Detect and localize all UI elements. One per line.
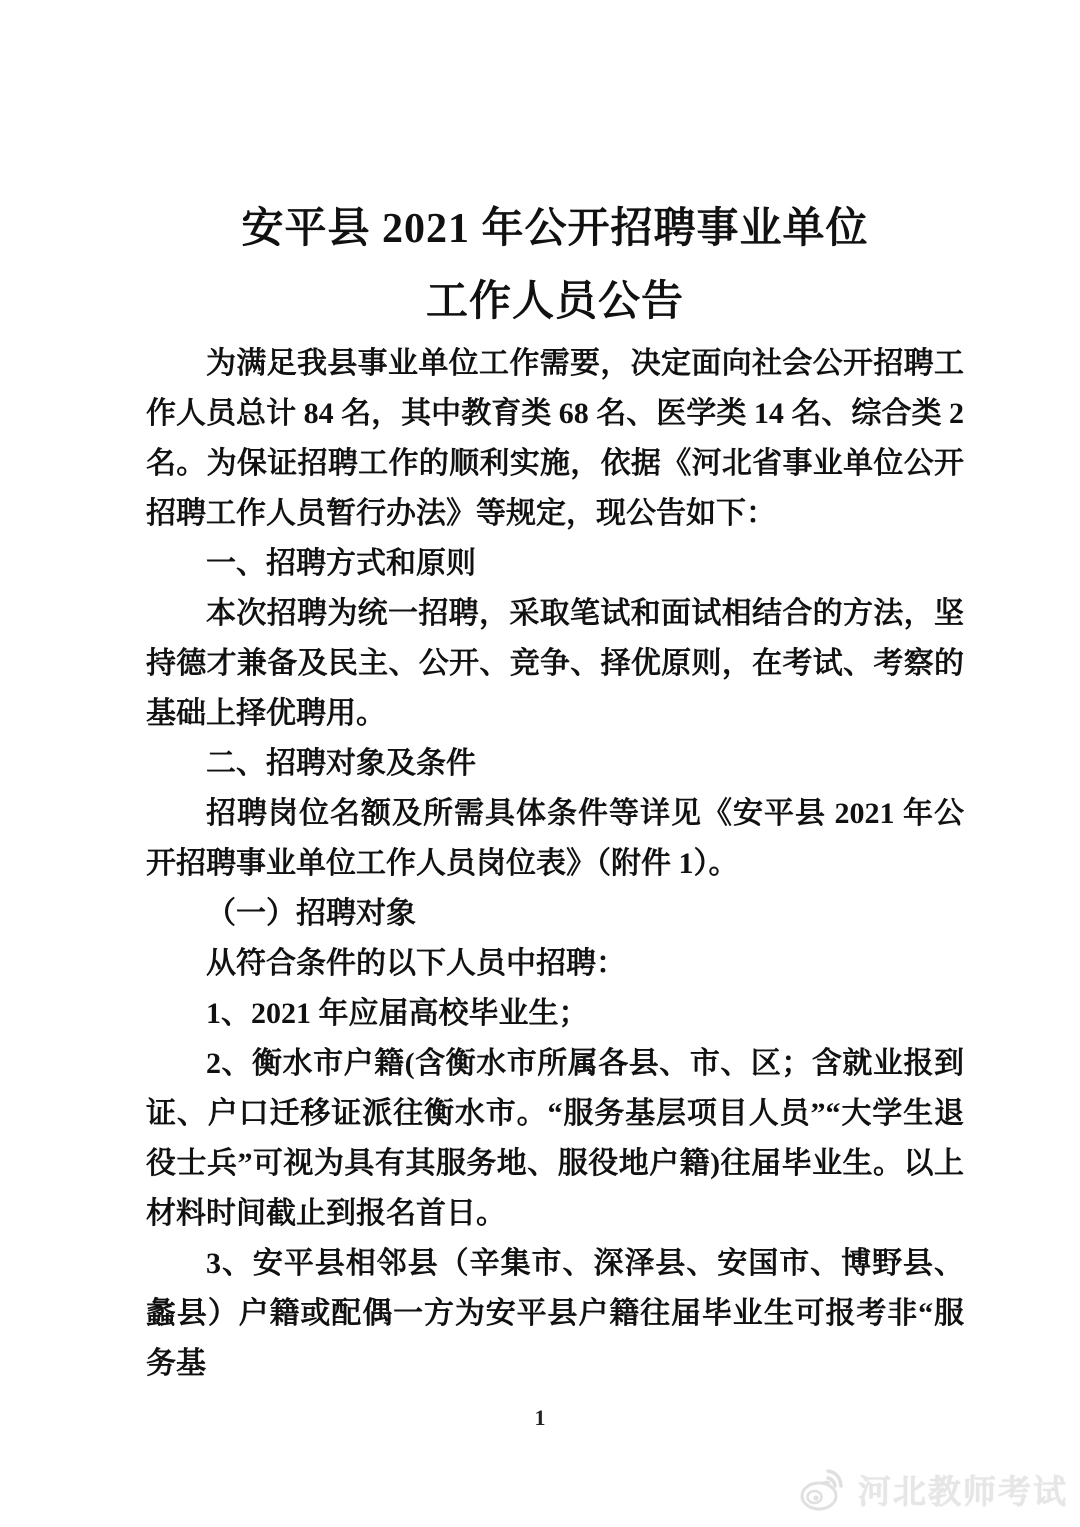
paragraph-position-table: 招聘岗位名额及所需具体条件等详见《安平县 2021 年公开招聘事业单位工作人员岗位表》（附件 1）。 xyxy=(146,797,964,880)
watermark-label: 河北教师考试 xyxy=(858,1473,1068,1510)
weibo-icon xyxy=(798,1467,850,1513)
subsection-heading-recruit-targets: （一）招聘对象 xyxy=(206,897,416,930)
title-line-1: 安平县 2021 年公开招聘事业单位 xyxy=(241,206,869,252)
watermark xyxy=(798,1466,1068,1513)
title-line-2: 工作人员公告 xyxy=(425,279,684,325)
section-heading-recruit-method: 一、招聘方式和原则 xyxy=(206,547,476,580)
section-heading-targets-conditions: 二、招聘对象及条件 xyxy=(206,747,476,780)
paragraph-intro: 为满足我县事业单位工作需要，决定面向社会公开招聘工作人员总计 84 名，其中教育类 68 名、医学类 14 名、综合类 2 名。为保证招聘工作的顺利实施，依据《河北省事业单位公开招聘工作人员暂行办法》等规定，现公告如下： xyxy=(146,347,964,530)
list-item-3: 3、安平县相邻县（辛集市、深泽县、安国市、博野县、蠡县）户籍或配偶一方为安平县户籍往届毕业生可报考非“服务基 xyxy=(146,1247,964,1380)
document-content xyxy=(146,193,964,1389)
list-item-2: 2、衡水市户籍(含衡水市所属各县、市、区；含就业报到证、户口迁移证派往衡水市。“服务基层项目人员”“大学生退役士兵”可视为具有其服务地、服役地户籍)往届毕业生。以上材料时间截止到报名首日。 xyxy=(146,1047,964,1230)
page-number: 1 xyxy=(534,1405,546,1430)
paragraph-recruit-method: 本次招聘为统一招聘，采取笔试和面试相结合的方法，坚持德才兼备及民主、公开、竞争、择优原则，在考试、考察的基础上择优聘用。 xyxy=(146,597,964,730)
paragraph-target-lead: 从符合条件的以下人员中招聘： xyxy=(206,947,626,980)
document-title xyxy=(146,193,964,339)
list-item-1: 1、2021 年应届高校毕业生； xyxy=(206,997,589,1030)
